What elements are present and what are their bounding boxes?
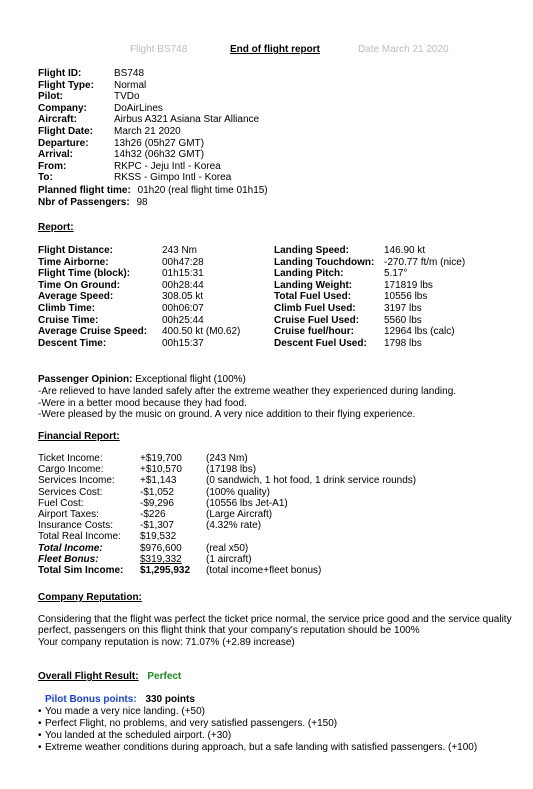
report-label: Cruise Fuel Used: bbox=[274, 314, 360, 326]
flight-info-value: 13h26 (05h27 GMT) bbox=[114, 137, 205, 149]
report-value: 243 Nm bbox=[162, 245, 198, 256]
result-value: Perfect bbox=[147, 671, 182, 682]
opinion-row bbox=[38, 374, 246, 385]
financial-amount: -$1,052 bbox=[140, 486, 174, 498]
financial-note: (total income+fleet bonus) bbox=[206, 565, 322, 576]
flight-info-value: TVDo bbox=[114, 91, 140, 103]
financial-note: (Large Aircraft) bbox=[206, 509, 273, 520]
financial-label: Total Sim Income: bbox=[38, 565, 124, 576]
financial-label: Total Income: bbox=[38, 542, 103, 554]
financial-label: Services Cost: bbox=[38, 486, 103, 498]
opinion-line: -Were in a better mood because they had food. bbox=[38, 397, 247, 409]
flight-info-label: Arrival: bbox=[38, 149, 74, 161]
flight-info-value: RKPC - Jeju Intl - Korea bbox=[114, 160, 221, 172]
report-value: 400.50 kt (M0.62) bbox=[162, 326, 241, 338]
report-label: Climb Fuel Used: bbox=[274, 303, 356, 314]
report-label: Cruise fuel/hour: bbox=[274, 326, 355, 338]
report-value: 12964 lbs (calc) bbox=[384, 326, 455, 338]
financial-amount: +$19,700 bbox=[140, 453, 182, 464]
bonus-value: 330 points bbox=[145, 694, 195, 705]
report-label: Landing Weight: bbox=[274, 279, 353, 291]
report-value: 10556 lbs bbox=[384, 291, 428, 303]
flight-info-value: Normal bbox=[114, 79, 147, 91]
bonus-bullet: • Extreme weather conditions during approach, but a safe landing with satisfied passengers. (+100) bbox=[38, 742, 477, 753]
report-label: Landing Speed: bbox=[274, 245, 349, 256]
result-heading: Overall Flight Result: bbox=[38, 671, 139, 682]
report-value: 00h47:28 bbox=[162, 256, 204, 268]
report-label: Descent Time: bbox=[38, 337, 107, 349]
financial-amount: $1,295,932 bbox=[140, 565, 191, 576]
passengers-value: 98 bbox=[136, 197, 148, 208]
opinion-line: -Were pleased by the music on ground. A very nice addition to their flying experience. bbox=[38, 409, 416, 421]
report-label: Flight Distance: bbox=[38, 245, 114, 256]
financial-note: (0 sandwich, 1 hot food, 1 drink service rounds) bbox=[206, 475, 417, 487]
flight-info-value: 14h32 (06h32 GMT) bbox=[114, 149, 205, 161]
financial-amount: +$1,143 bbox=[140, 475, 177, 487]
header-flight-label: Flight BS748 bbox=[130, 44, 188, 55]
flight-info-value: Airbus A321 Asiana Star Alliance bbox=[114, 114, 260, 126]
header-date: Date March 21 2020 bbox=[358, 44, 449, 55]
financial-note: (4.32% rate) bbox=[206, 520, 262, 532]
report-label: Cruise Time: bbox=[38, 314, 99, 326]
flight-info-label: Flight ID: bbox=[38, 68, 82, 79]
financial-amount: $19,532 bbox=[140, 531, 177, 543]
opinion-value: Exceptional flight (100%) bbox=[135, 374, 246, 385]
report-title: End of flight report bbox=[230, 44, 320, 55]
financial-amount: +$10,570 bbox=[140, 464, 182, 476]
report-label: Total Fuel Used: bbox=[274, 291, 352, 303]
flight-info-value: BS748 bbox=[114, 68, 145, 79]
planned-time-value: 01h20 (real flight time 01h15) bbox=[137, 185, 268, 196]
financial-note: (17198 lbs) bbox=[206, 464, 257, 476]
report-label: Landing Pitch: bbox=[274, 268, 344, 280]
financial-heading: Financial Report: bbox=[38, 431, 120, 442]
bonus-label: Pilot Bonus points: bbox=[45, 694, 137, 705]
flight-info-label: Company: bbox=[38, 102, 87, 114]
financial-label: Fuel Cost: bbox=[38, 497, 84, 509]
flight-info-label: To: bbox=[38, 172, 53, 184]
financial-label: Airport Taxes: bbox=[38, 509, 99, 520]
report-value: 00h25:44 bbox=[162, 314, 204, 326]
passengers-label: Nbr of Passengers: bbox=[38, 197, 130, 208]
report-value: 00h15:37 bbox=[162, 337, 204, 349]
reputation-heading: Company Reputation: bbox=[38, 592, 142, 603]
financial-note: (100% quality) bbox=[206, 486, 270, 498]
report-value: -270.77 ft/m (nice) bbox=[384, 256, 466, 268]
report-value: 1798 lbs bbox=[384, 337, 422, 349]
flight-info-value: March 21 2020 bbox=[114, 126, 181, 137]
financial-amount: $319,332 bbox=[140, 553, 182, 565]
financial-label: Services Income: bbox=[38, 475, 115, 487]
report-label: Time On Ground: bbox=[38, 279, 121, 291]
report-label: Landing Touchdown: bbox=[274, 256, 375, 268]
financial-amount: -$1,307 bbox=[140, 520, 174, 532]
report-value: 146.90 kt bbox=[384, 245, 426, 256]
passengers-row bbox=[38, 197, 148, 208]
financial-amount: -$226 bbox=[140, 509, 166, 520]
financial-label: Fleet Bonus: bbox=[38, 553, 99, 565]
financial-label: Cargo Income: bbox=[38, 464, 104, 476]
financial-note: (1 aircraft) bbox=[206, 553, 252, 565]
report-value: 5.17° bbox=[384, 268, 408, 280]
planned-time-row bbox=[38, 185, 268, 196]
report-value: 00h28:44 bbox=[162, 279, 204, 291]
flight-info-label: Flight Date: bbox=[38, 126, 93, 137]
flight-info-label: Aircraft: bbox=[38, 114, 77, 126]
report-value: 308.05 kt bbox=[162, 291, 204, 303]
report-heading: Report: bbox=[38, 222, 74, 233]
flight-info-value: RKSS - Gimpo Intl - Korea bbox=[114, 172, 232, 184]
opinion-label: Passenger Opinion: bbox=[38, 374, 133, 385]
flight-info-label: Pilot: bbox=[38, 91, 63, 103]
report-value: 3197 lbs bbox=[384, 303, 422, 314]
financial-amount: -$9,296 bbox=[140, 497, 174, 509]
financial-note: (243 Nm) bbox=[206, 453, 248, 464]
bonus-bullet: • You made a very nice landing. (+50) bbox=[38, 706, 205, 717]
flight-info-label: From: bbox=[38, 160, 67, 172]
report-label: Average Speed: bbox=[38, 291, 114, 303]
report-value: 171819 lbs bbox=[384, 279, 433, 291]
reputation-text: Considering that the flight was perfect the ticket price normal, the service price good and the service quality perfect, passengers on this flight think that your company's reputation should be 100% bbox=[38, 614, 512, 637]
report-label: Climb Time: bbox=[38, 303, 96, 314]
financial-label: Ticket Income: bbox=[38, 453, 103, 464]
bonus-row bbox=[45, 694, 195, 705]
financial-note: (10556 lbs Jet-A1) bbox=[206, 497, 288, 509]
report-label: Descent Fuel Used: bbox=[274, 337, 367, 349]
financial-label: Insurance Costs: bbox=[38, 520, 114, 532]
opinion-line: -Are relieved to have landed safely after the extreme weather they experienced during landing. bbox=[38, 386, 457, 397]
report-value: 5560 lbs bbox=[384, 314, 422, 326]
report-value: 01h15:31 bbox=[162, 268, 204, 280]
reputation-now: Your company reputation is now: 71.07% (+2.89 increase) bbox=[38, 637, 295, 648]
financial-note: (real x50) bbox=[206, 542, 249, 554]
flight-info-label: Departure: bbox=[38, 137, 89, 149]
financial-label: Total Real Income: bbox=[38, 531, 121, 543]
flight-info-label: Flight Type: bbox=[38, 79, 94, 91]
report-label: Average Cruise Speed: bbox=[38, 326, 148, 338]
report-label: Time Airborne: bbox=[38, 256, 109, 268]
report-value: 00h06:07 bbox=[162, 303, 204, 314]
report-label: Flight Time (block): bbox=[38, 268, 131, 280]
bonus-bullet: • Perfect Flight, no problems, and very satisfied passengers. (+150) bbox=[38, 718, 337, 729]
financial-amount: $976,600 bbox=[140, 542, 182, 554]
bonus-bullet: • You landed at the scheduled airport. (+30) bbox=[38, 730, 231, 741]
result-row bbox=[38, 671, 181, 682]
flight-info-value: DoAirLines bbox=[114, 102, 163, 114]
planned-time-label: Planned flight time: bbox=[38, 185, 131, 196]
